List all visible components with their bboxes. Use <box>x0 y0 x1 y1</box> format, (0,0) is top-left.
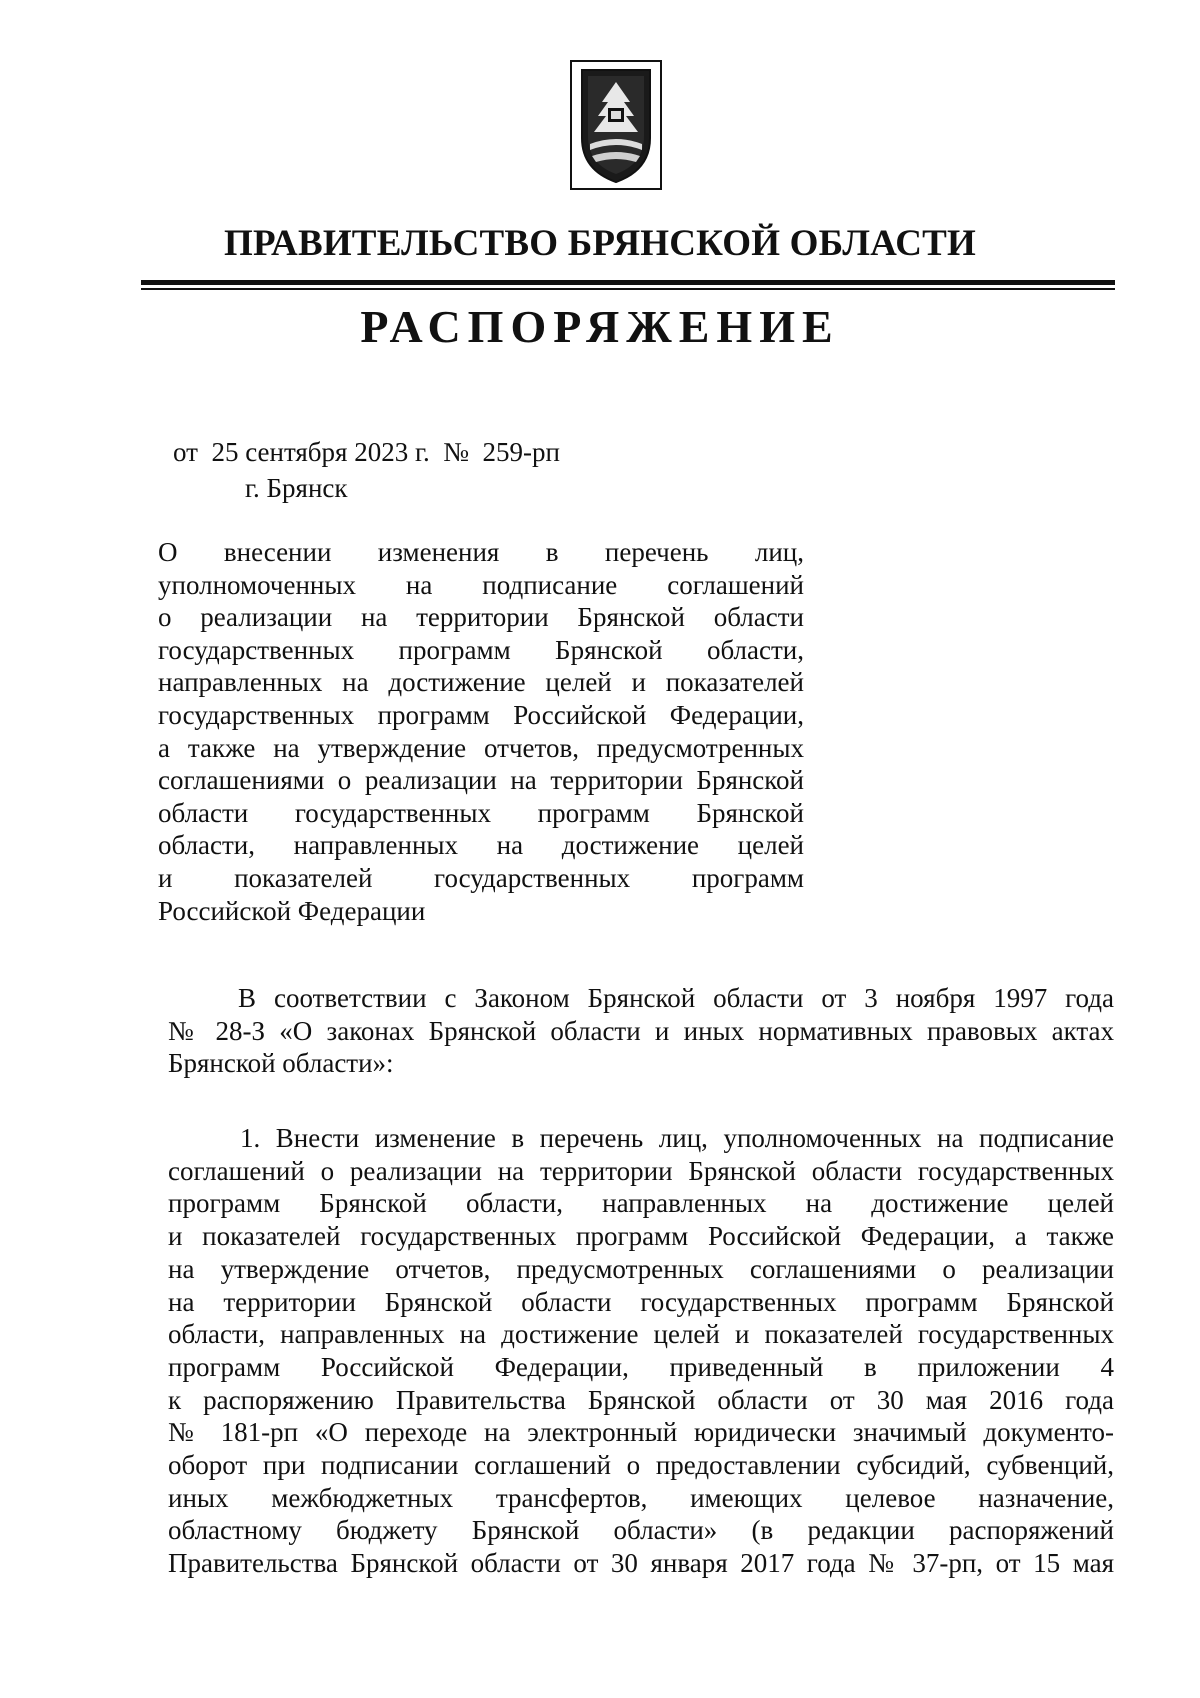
paragraph-line: и показателей государственных программ Российской Федерации, а также <box>168 1221 1114 1252</box>
paragraph-line: № 28-З «О законах Брянской области и иных нормативных правовых актах <box>168 1015 1114 1046</box>
header-rule-thin <box>141 288 1115 290</box>
subject-line: государственных программ Брянской области, <box>158 634 804 665</box>
preamble-paragraph <box>168 982 1114 1080</box>
paragraph-line: к распоряжению Правительства Брянской области от 30 мая 2016 года <box>168 1384 1114 1415</box>
paragraph-line: соглашений о реализации на территории Брянской области государственных <box>168 1155 1114 1186</box>
paragraph-line: программ Брянской области, направленных на достижение целей <box>168 1188 1114 1219</box>
paragraph-line: области, направленных на достижение целей и показателей государственных <box>168 1319 1114 1350</box>
subject-line: соглашениями о реализации на территории Брянской <box>158 765 804 796</box>
coat-of-arms-icon <box>570 60 662 190</box>
subject-line: направленных на достижение целей и показателей <box>158 667 804 698</box>
paragraph-line: 1. Внести изменение в перечень лиц, уполномоченных на подписание <box>240 1123 1114 1153</box>
document-city: г. Брянск <box>245 473 348 503</box>
document-date-number: от 25 сентября 2023 г. № 259-рп <box>173 437 560 467</box>
subject-line: области, направленных на достижение целей <box>158 830 804 861</box>
subject-line: уполномоченных на подписание соглашений <box>158 569 804 600</box>
document-subject <box>158 536 804 927</box>
paragraph-line: № 181-рп «О переходе на электронный юридически значимый документо- <box>168 1417 1114 1448</box>
subject-line: государственных программ Российской Федерации, <box>158 699 804 730</box>
paragraph-line: оборот при подписании соглашений о предоставлении субсидий, субвенций, <box>168 1450 1114 1481</box>
subject-line: О внесении изменения в перечень лиц, <box>158 537 804 567</box>
subject-line: области государственных программ Брянской <box>158 797 804 828</box>
paragraph-line: на территории Брянской области государственных программ Брянской <box>168 1286 1114 1317</box>
organization-title: ПРАВИТЕЛЬСТВО БРЯНСКОЙ ОБЛАСТИ <box>223 223 977 264</box>
paragraph-line: В соответствии с Законом Брянской области от 3 ноября 1997 года <box>238 983 1114 1013</box>
paragraph-line: Брянской области»: <box>168 1048 394 1079</box>
header-rule-thick <box>141 280 1115 285</box>
item-1-paragraph <box>168 1122 1114 1580</box>
subject-line: и показателей государственных программ <box>158 862 804 893</box>
subject-line: о реализации на территории Брянской области <box>158 602 804 633</box>
document-type-title: РАСПОРЯЖЕНИЕ <box>360 301 840 352</box>
paragraph-line: областному бюджету Брянской области» (в редакции распоряжений <box>168 1515 1114 1546</box>
subject-line: а также на утверждение отчетов, предусмотренных <box>158 732 804 763</box>
paragraph-line: Правительства Брянской области от 30 января 2017 года № 37-рп, от 15 мая <box>168 1548 1114 1579</box>
subject-line: Российской Федерации <box>158 895 426 926</box>
paragraph-line: на утверждение отчетов, предусмотренных соглашениями о реализации <box>168 1253 1114 1284</box>
paragraph-line: программ Российской Федерации, приведенный в приложении 4 <box>168 1351 1114 1382</box>
paragraph-line: иных межбюджетных трансфертов, имеющих целевое назначение, <box>168 1482 1114 1513</box>
